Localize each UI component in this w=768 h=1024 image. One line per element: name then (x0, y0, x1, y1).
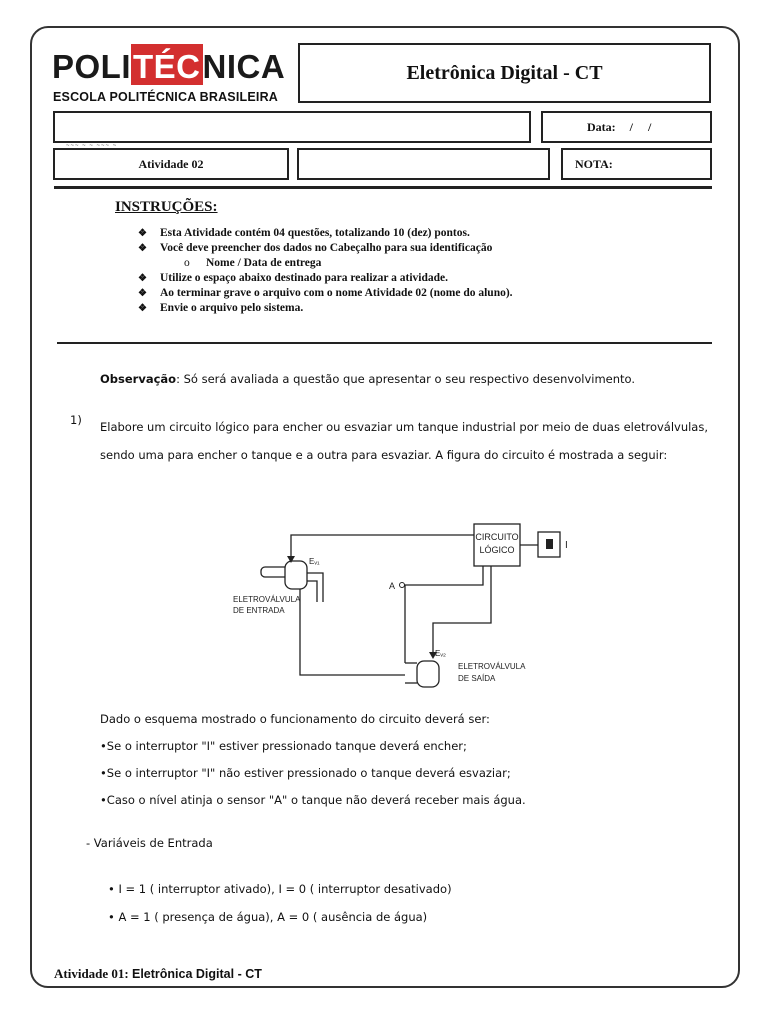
list-item: ❖ Envie o arquivo pelo sistema. (138, 302, 304, 314)
rule-item: •Caso o nível atinja o sensor "A" o tanque não deverá receber mais água. (100, 793, 526, 807)
blank-field[interactable] (297, 148, 550, 180)
date-field[interactable] (541, 111, 712, 143)
page-footer: Atividade 01: Eletrônica Digital - CT (54, 966, 262, 981)
sensor-point (400, 583, 405, 588)
var-item: • I = 1 ( interruptor ativado), I = 0 ( interruptor desativado) (108, 882, 452, 896)
date-label: Data: (587, 119, 616, 134)
switch-icon (546, 539, 553, 549)
section-divider (57, 342, 712, 344)
list-item: ❖ Ao terminar grave o arquivo com o nome Atividade 02 (nome do aluno). (138, 287, 513, 299)
activity-label: Atividade 02 (53, 148, 289, 180)
question-number: 1) (70, 413, 82, 427)
student-name-field[interactable] (53, 111, 531, 143)
scribble-mark: ~~~ ~ ~ ~~~ ~ (66, 143, 118, 149)
observation-note: Observação: Só será avaliada a questão que apresentar o seu respectivo desenvolvimento. (100, 372, 636, 386)
instructions-title: INSTRUÇÕES: (115, 199, 218, 215)
input-vars (108, 875, 452, 931)
ev-in-label-2: DE ENTRADA (233, 606, 285, 615)
rules-intro: Dado o esquema mostrado o funcionamento do circuito deverá ser: (100, 712, 490, 726)
switch-label: I (565, 540, 568, 551)
logo-subtitle: ESCOLA POLITÉCNICA BRASILEIRA (53, 90, 279, 104)
ev-out-tag: Eᵥ₂ (435, 649, 447, 658)
rule-item: •Se o interruptor "I" não estiver pressionado o tanque deverá esvaziar; (100, 766, 511, 780)
course-title: Eletrônica Digital - CT (298, 43, 711, 103)
list-item: ❖ Você deve preencher dos dados no Cabeçalho para sua identificação (138, 242, 493, 254)
list-item: ❖ Esta Atividade contém 04 questões, totalizando 10 (dez) pontos. (138, 227, 470, 239)
list-subitem: o Nome / Data de entrega (184, 257, 322, 269)
rule-item: •Se o interruptor "I" estiver pressionado tanque deverá encher; (100, 739, 467, 753)
logo-wordmark: POLITÉCNICA (52, 50, 285, 85)
tank-circuit-diagram (225, 515, 585, 690)
circuit-label-1: CIRCUITO (475, 532, 519, 542)
ev-in-label-1: ELETROVÁLVULA (233, 595, 301, 604)
ev-in-tag: Eᵥ₁ (309, 557, 320, 566)
var-item: • A = 1 ( presença de água), A = 0 ( ausência de água) (108, 910, 428, 924)
school-logo (52, 44, 292, 106)
date-slashes: / / (629, 119, 652, 134)
operation-rules (100, 706, 526, 814)
sensor-label: A (389, 581, 396, 591)
header-divider (54, 186, 712, 189)
ev-out-label-1: ELETROVÁLVULA (458, 662, 526, 671)
ev-out-label-2: DE SAÍDA (458, 674, 496, 683)
list-item: ❖ Utilize o espaço abaixo destinado para realizar a atividade. (138, 272, 449, 284)
grade-field: NOTA: (561, 148, 712, 180)
question-text: Elabore um circuito lógico para encher ou esvaziar um tanque industrial por meio de duas eletroválvulas, sendo uma para encher o tanque e a outra para esvaziar. A figura do circuito é mostrada a seguir: (100, 420, 709, 462)
circuit-label-2: LÓGICO (479, 545, 515, 555)
input-vars-heading: - Variáveis de Entrada (86, 836, 213, 850)
instructions-list (138, 226, 513, 316)
